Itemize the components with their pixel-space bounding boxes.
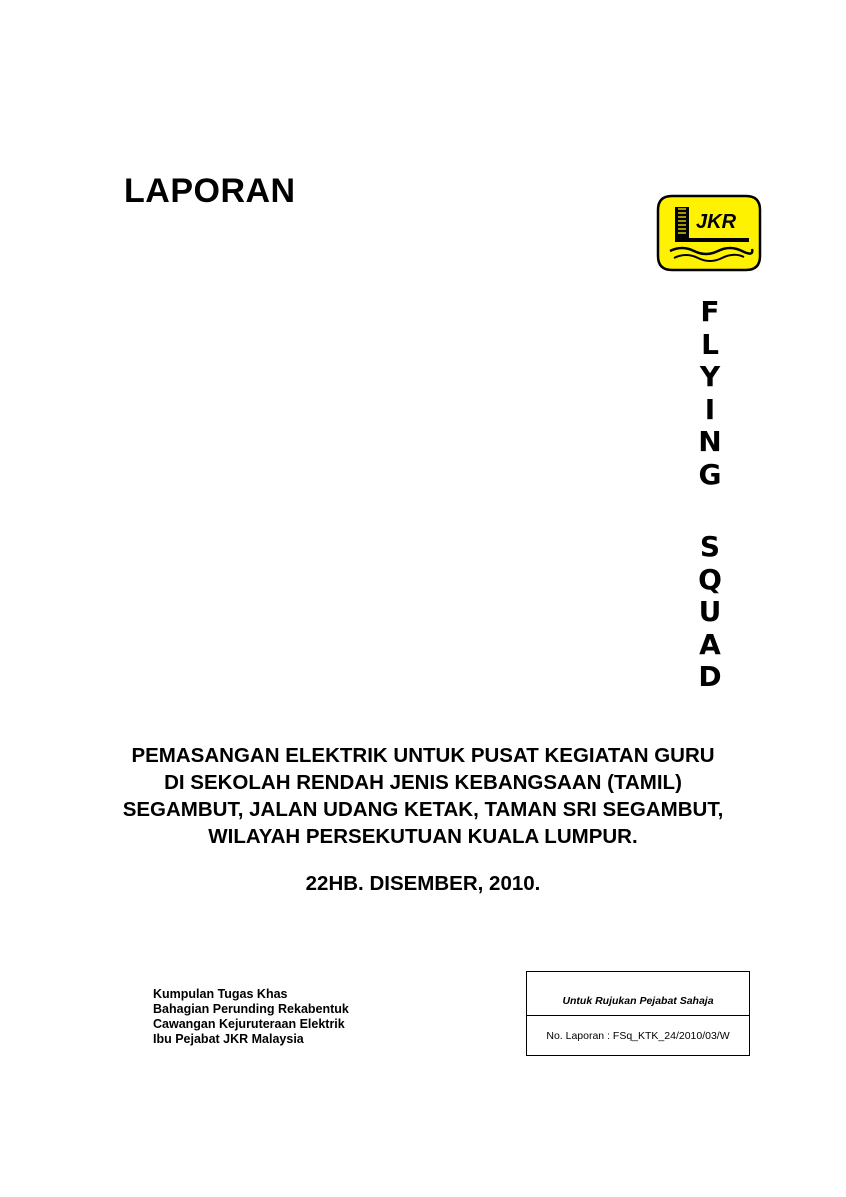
logo-text: JKR: [696, 211, 737, 233]
reference-box: [526, 971, 750, 1056]
vertical-letter: U: [698, 595, 722, 629]
project-title-line: SEGAMBUT, JALAN UDANG KETAK, TAMAN SRI SEGAMBUT,: [122, 798, 724, 821]
report-number: No. Laporan : FSq_KTK_24/2010/03/W: [546, 1030, 730, 1042]
project-title-line: DI SEKOLAH RENDAH JENIS KEBANGSAAN (TAMIL): [164, 771, 682, 794]
vertical-letter: N: [698, 425, 722, 459]
vertical-letter: L: [701, 327, 719, 361]
vertical-letter: G: [698, 457, 722, 491]
vertical-letter: D: [698, 660, 722, 694]
vertical-letter: Y: [699, 360, 721, 394]
organization-block: [153, 987, 349, 1047]
vertical-letter: Q: [698, 562, 722, 596]
vertical-title-squad: [682, 531, 738, 694]
vertical-letter: A: [699, 627, 721, 661]
organization-line: Bahagian Perunding Rekabentuk: [153, 1002, 349, 1016]
reference-note: Untuk Rujukan Pejabat Sahaja: [527, 972, 749, 1016]
vertical-letter: F: [700, 295, 720, 328]
organization-line: Ibu Pejabat JKR Malaysia: [153, 1032, 304, 1046]
jkr-logo: [656, 194, 762, 274]
organization-line: Kumpulan Tugas Khas: [153, 987, 288, 1001]
report-heading: LAPORAN: [124, 172, 296, 210]
project-title-line: WILAYAH PERSEKUTUAN KUALA LUMPUR.: [208, 825, 638, 848]
organization-line: Cawangan Kejuruteraan Elektrik: [153, 1017, 345, 1031]
vertical-letter: I: [704, 392, 716, 426]
report-date: 22HB. DISEMBER, 2010.: [305, 872, 541, 895]
vertical-letter: S: [699, 530, 721, 563]
project-title: [60, 742, 786, 850]
vertical-title-flying: [682, 296, 738, 492]
project-title-line: PEMASANGAN ELEKTRIK UNTUK PUSAT KEGIATAN GURU: [131, 744, 715, 767]
